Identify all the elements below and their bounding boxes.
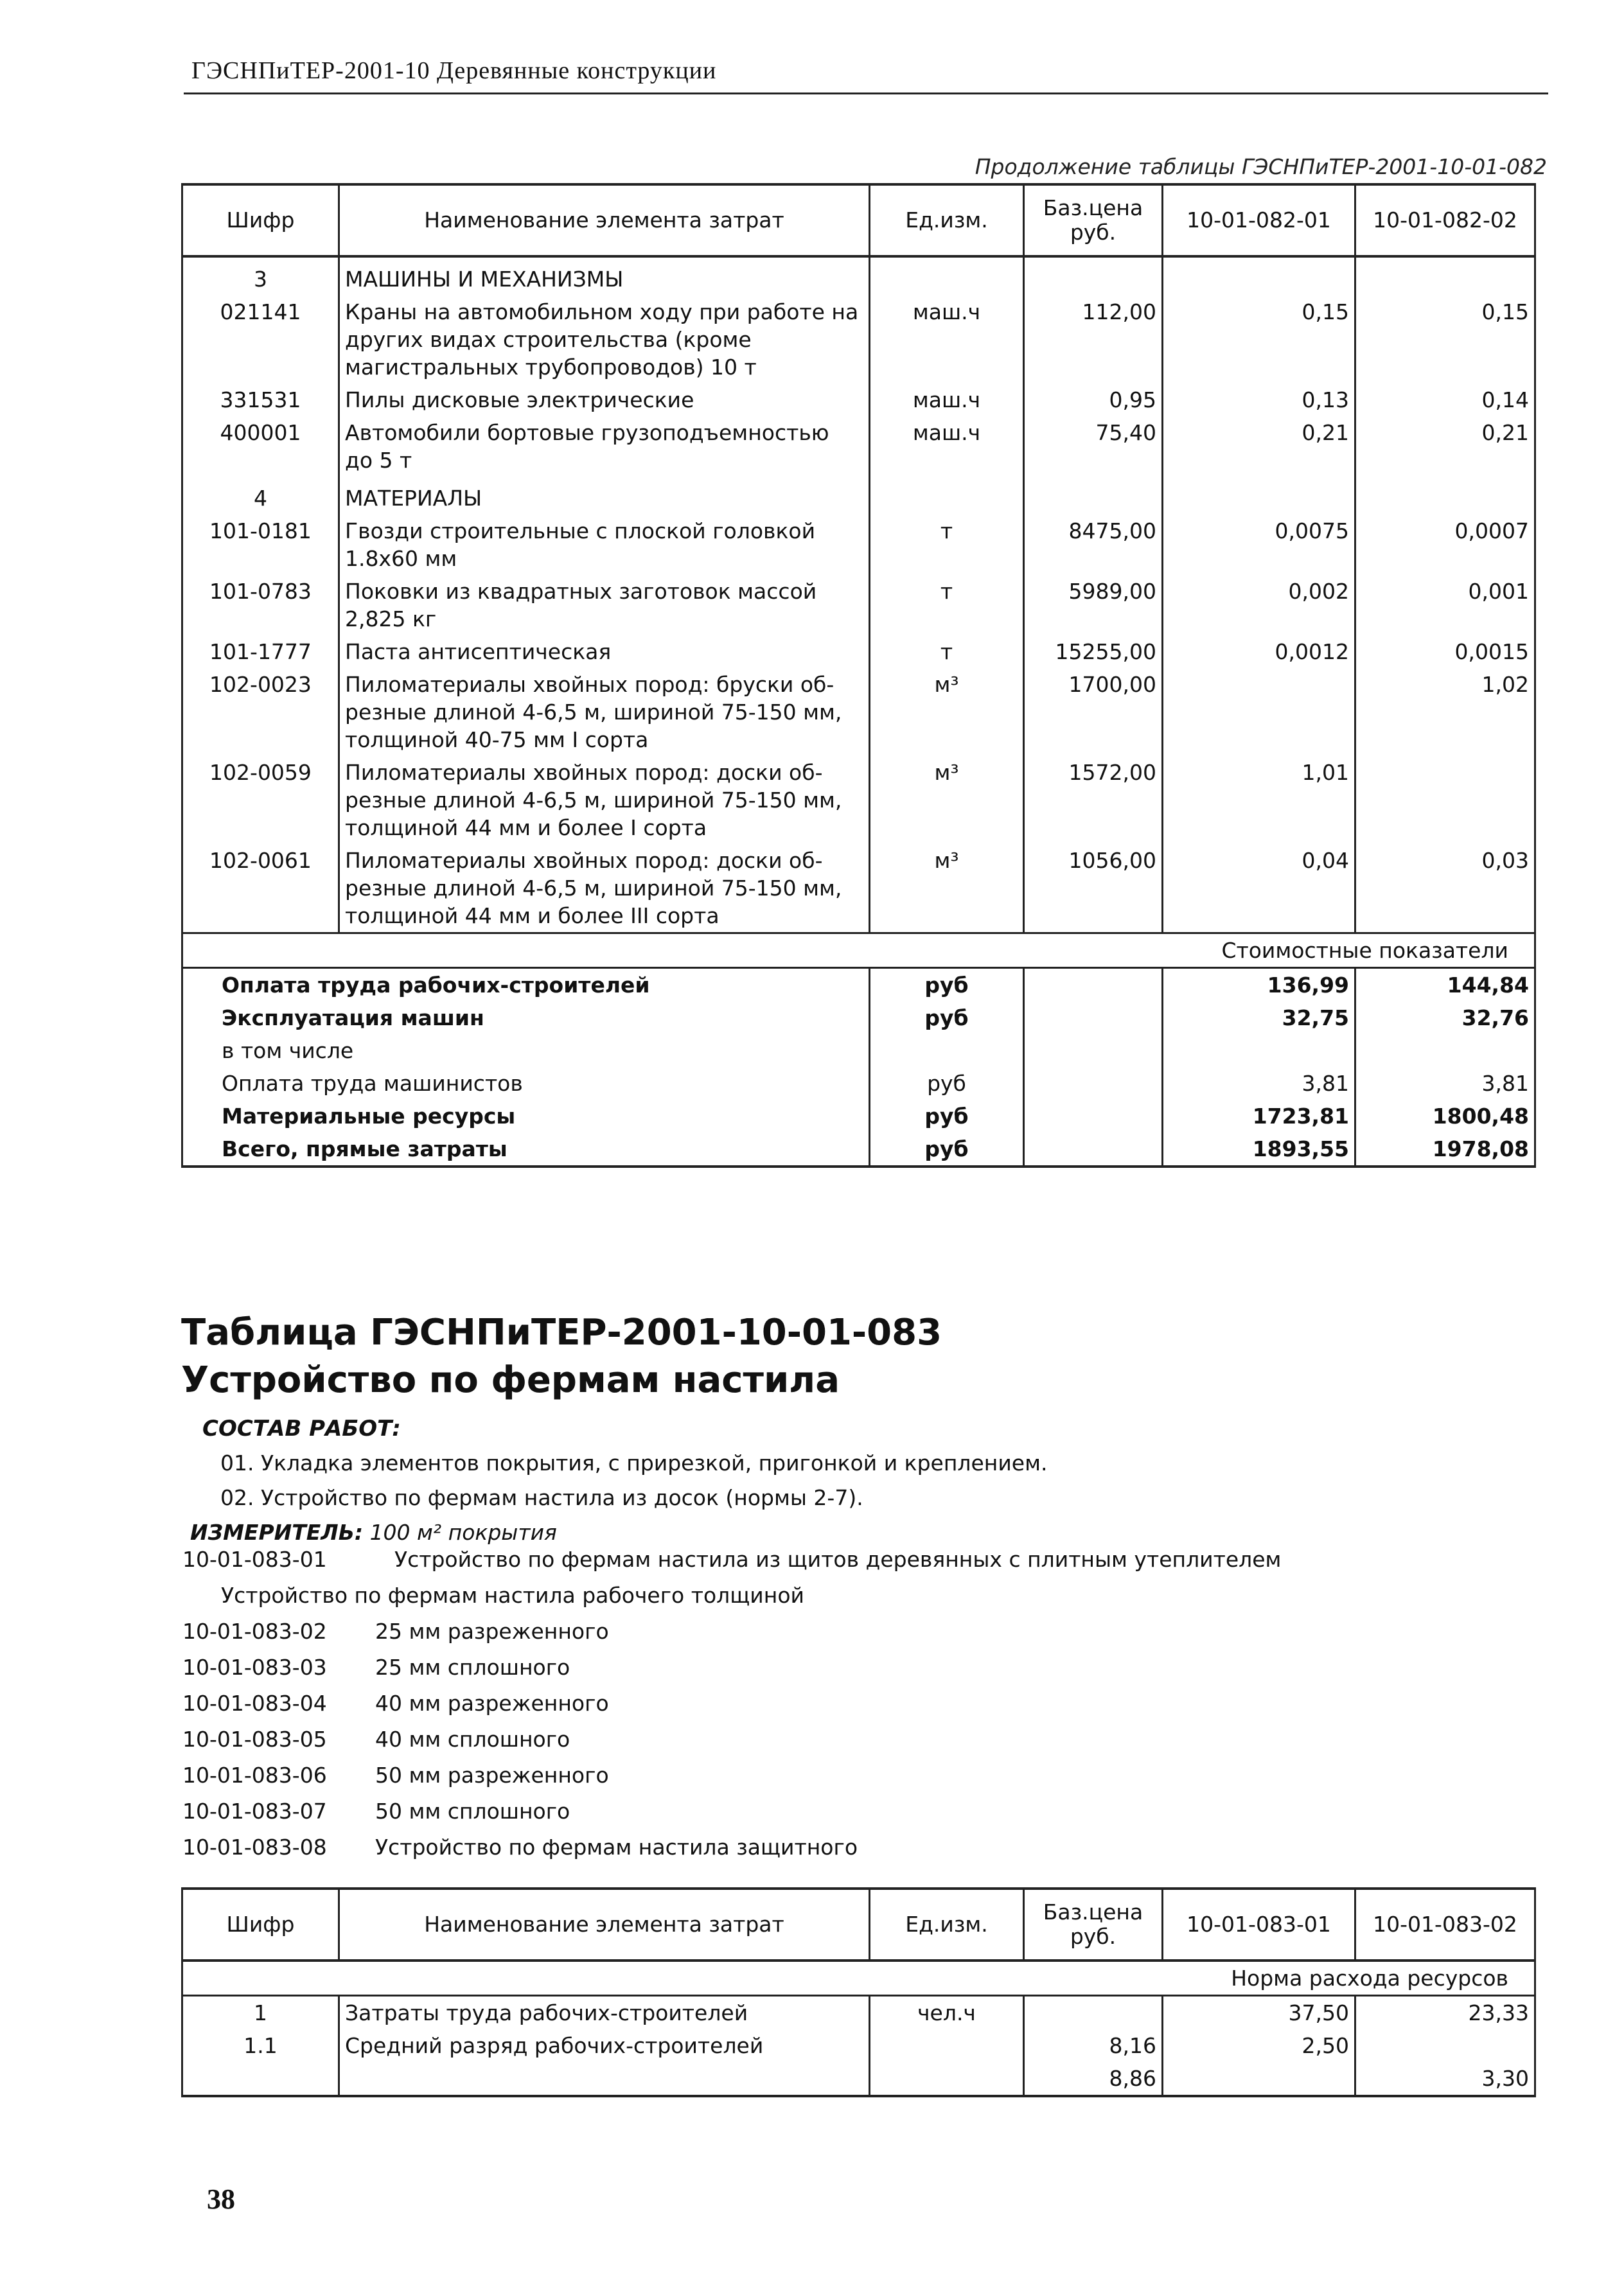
cell-price [1024,477,1163,515]
code-desc: 25 мм сплошного [375,1655,570,1680]
izmeritel-line [190,1520,557,1545]
table-row [182,416,1535,477]
code-desc: 50 мм сплошного [375,1799,570,1824]
cell-name: Автомобили бортовые грузоподъемностью до 5 т [339,416,870,477]
summary-unit: руб [870,968,1024,1002]
cell-norm-1: 0,15 [1163,295,1355,383]
cell-unit: м³ [870,756,1024,844]
cell-norm-1: 1,01 [1163,756,1355,844]
col-header-name: Наименование элемента затрат [339,184,870,256]
summary-row [182,1001,1535,1034]
summary-price [1024,1001,1163,1034]
cell-unit: т [870,515,1024,575]
col-header-norm-1: 10-01-083-01 [1163,1889,1355,1961]
cell-code: 331531 [182,383,339,416]
table-row [182,1996,1535,2030]
summary-value-2: 1800,48 [1355,1100,1535,1133]
code-label: 10-01-083-06 [182,1763,327,1788]
summary-value-2: 32,76 [1355,1001,1535,1034]
code-desc: 25 мм разреженного [375,1619,609,1644]
table-subtitle: Устройство по фермам настила [181,1359,840,1401]
cell-norm-2 [1355,2029,1535,2062]
cell-code: 400001 [182,416,339,477]
code-desc: Устройство по фермам настила из щитов деревянных с плитным утеплителем [394,1547,1282,1572]
summary-value-1: 32,75 [1163,1001,1355,1034]
cell-name: Гвозди строительные с плоской головкой 1.8x60 мм [339,515,870,575]
cell-norm-1: 0,0012 [1163,635,1355,668]
cell-name: Краны на автомобильном ходу при работе на других видах строительства (кроме магистральных трубопроводов) 10 т [339,295,870,383]
table-row [182,383,1535,416]
cell-norm-1: 0,0075 [1163,515,1355,575]
cell-norm-2: 0,15 [1355,295,1535,383]
cell-norm-1 [1163,668,1355,756]
summary-row [182,1067,1535,1100]
resource-table-082 [181,183,1536,1168]
cell-name: Поковки из квадратных заготовок массой 2,825 кг [339,575,870,635]
band-label: Норма расхода ресурсов [182,1961,1535,1996]
summary-price [1024,1100,1163,1133]
summary-unit [870,1034,1024,1067]
cell-norm-1 [1163,256,1355,295]
cell-price: 8,86 [1024,2062,1163,2096]
col-header-code: Шифр [182,1889,339,1961]
izmeritel-label: ИЗМЕРИТЕЛЬ: [190,1520,364,1545]
cell-code: 102-0061 [182,844,339,933]
cell-code [182,2062,339,2096]
cell-name: Средний разряд рабочих-строителей [339,2029,870,2062]
summary-unit: руб [870,1133,1024,1167]
band-row [182,933,1535,968]
cell-code: 3 [182,256,339,295]
band-row [182,1961,1535,1996]
code-desc: 50 мм разреженного [375,1763,609,1788]
summary-unit: руб [870,1067,1024,1100]
table-row [182,295,1535,383]
summary-value-1: 3,81 [1163,1067,1355,1100]
cell-price: 8,16 [1024,2029,1163,2062]
cell-price [1024,256,1163,295]
cell-norm-2: 0,0007 [1355,515,1535,575]
summary-price [1024,1034,1163,1067]
col-header-norm-1: 10-01-082-01 [1163,184,1355,256]
cell-norm-2 [1355,477,1535,515]
cell-code: 021141 [182,295,339,383]
table-row [182,635,1535,668]
cell-norm-1 [1163,2062,1355,2096]
code-label: 10-01-083-03 [182,1655,327,1680]
cell-price: 112,00 [1024,295,1163,383]
work-item: 02. Устройство по фермам настила из досок (нормы 2-7). [220,1485,863,1510]
table-row [182,844,1535,933]
table-header-row [182,184,1535,256]
summary-value-2: 144,84 [1355,968,1535,1002]
col-header-unit: Ед.изм. [870,1889,1024,1961]
col-header-norm-2: 10-01-083-02 [1355,1889,1535,1961]
summary-name: Оплата труда рабочих-строителей [182,968,870,1002]
cell-code: 102-0023 [182,668,339,756]
resource-table-083 [181,1887,1536,2097]
cell-unit: маш.ч [870,295,1024,383]
table-body [182,1996,1535,2097]
code-label: 10-01-083-05 [182,1727,327,1752]
summary-value-1 [1163,1034,1355,1067]
cell-price: 1572,00 [1024,756,1163,844]
cell-norm-2: 0,03 [1355,844,1535,933]
cell-name: Пиломатериалы хвойных пород: доски об-резные длиной 4-6,5 м, шириной 75-150 мм, толщиной 44 мм и более III сорта [339,844,870,933]
cell-price: 75,40 [1024,416,1163,477]
summary-unit: руб [870,1100,1024,1133]
col-header-price: Баз.цена руб. [1024,184,1163,256]
code-desc: 40 мм разреженного [375,1691,609,1716]
summary-price [1024,968,1163,1002]
cell-norm-2: 0,001 [1355,575,1535,635]
cell-code: 102-0059 [182,756,339,844]
summary-name: в том числе [182,1034,870,1067]
col-header-norm-2: 10-01-082-02 [1355,184,1535,256]
cell-name: Пиломатериалы хвойных пород: доски об-резные длиной 4-6,5 м, шириной 75-150 мм, толщиной 44 мм и более I сорта [339,756,870,844]
cell-norm-2 [1355,256,1535,295]
cell-unit [870,256,1024,295]
cell-unit [870,2062,1024,2096]
code-label: 10-01-083-04 [182,1691,327,1716]
cell-norm-2: 0,21 [1355,416,1535,477]
cell-norm-2: 23,33 [1355,1996,1535,2030]
header-rule [184,93,1548,94]
cell-unit: м³ [870,844,1024,933]
summary-name: Материальные ресурсы [182,1100,870,1133]
summary-name: Эксплуатация машин [182,1001,870,1034]
summary-value-1: 1723,81 [1163,1100,1355,1133]
cell-unit: чел.ч [870,1996,1024,2030]
cell-name: МАТЕРИАЛЫ [339,477,870,515]
cell-unit [870,2029,1024,2062]
summary-row [182,968,1535,1002]
table-title: Таблица ГЭСНПиТЕР-2001-10-01-083 [181,1312,942,1353]
continuation-caption: Продолжение таблицы ГЭСНПиТЕР-2001-10-01-082 [975,154,1547,179]
summary-name: Всего, прямые затраты [182,1133,870,1167]
cell-name: Пиломатериалы хвойных пород: бруски об-резные длиной 4-6,5 м, шириной 75-150 мм, толщиной 40-75 мм I сорта [339,668,870,756]
cell-code: 1 [182,1996,339,2030]
cell-name [339,2062,870,2096]
cell-price: 1056,00 [1024,844,1163,933]
cell-norm-1: 2,50 [1163,2029,1355,2062]
col-header-price: Баз.цена руб. [1024,1889,1163,1961]
cell-code: 101-0783 [182,575,339,635]
cell-norm-1: 0,13 [1163,383,1355,416]
summary-value-1: 136,99 [1163,968,1355,1002]
cell-price: 0,95 [1024,383,1163,416]
running-title: ГЭСНПиТЕР-2001-10 Деревянные конструкции [191,57,717,84]
code-label: 10-01-083-08 [182,1835,327,1860]
cell-norm-1: 0,21 [1163,416,1355,477]
code-desc: Устройство по фермам настила защитного [375,1835,858,1860]
cell-unit: м³ [870,668,1024,756]
cell-norm-2: 0,0015 [1355,635,1535,668]
cell-price: 5989,00 [1024,575,1163,635]
sostav-label: СОСТАВ РАБОТ: [202,1416,401,1441]
cell-name: Затраты труда рабочих-строителей [339,1996,870,2030]
summary-body [182,968,1535,1167]
code-desc: 40 мм сплошного [375,1727,570,1752]
cell-unit: маш.ч [870,383,1024,416]
cell-name: Паста антисептическая [339,635,870,668]
code-subheading: Устройство по фермам настила рабочего толщиной [221,1583,804,1608]
code-label: 10-01-083-07 [182,1799,327,1824]
table-row [182,2029,1535,2062]
code-label: 10-01-083-01 [182,1547,327,1572]
cell-name: МАШИНЫ И МЕХАНИЗМЫ [339,256,870,295]
cell-norm-1: 0,002 [1163,575,1355,635]
table-row [182,668,1535,756]
summary-price [1024,1067,1163,1100]
summary-name: Оплата труда машинистов [182,1067,870,1100]
summary-value-2 [1355,1034,1535,1067]
cell-unit: т [870,575,1024,635]
table-row [182,575,1535,635]
summary-price [1024,1133,1163,1167]
code-label: 10-01-083-02 [182,1619,327,1644]
table-row [182,2062,1535,2096]
cell-code: 101-0181 [182,515,339,575]
summary-value-2: 1978,08 [1355,1133,1535,1167]
cell-price: 15255,00 [1024,635,1163,668]
cell-unit: маш.ч [870,416,1024,477]
band-label: Стоимостные показатели [182,933,1535,968]
summary-unit: руб [870,1001,1024,1034]
cell-unit: т [870,635,1024,668]
cell-norm-1 [1163,477,1355,515]
cell-price: 1700,00 [1024,668,1163,756]
page-number: 38 [207,2183,235,2215]
table-row [182,515,1535,575]
table-header-row [182,1889,1535,1961]
summary-row [182,1034,1535,1067]
col-header-unit: Ед.изм. [870,184,1024,256]
cell-price: 8475,00 [1024,515,1163,575]
cell-norm-2: 1,02 [1355,668,1535,756]
cell-norm-2 [1355,756,1535,844]
cell-code: 101-1777 [182,635,339,668]
summary-value-2: 3,81 [1355,1067,1535,1100]
section-row [182,256,1535,295]
work-item: 01. Укладка элементов покрытия, с прирезкой, пригонкой и креплением. [220,1450,1048,1476]
izmeritel-value: 100 м² покрытия [369,1520,557,1545]
col-header-name: Наименование элемента затрат [339,1889,870,1961]
cell-norm-2: 3,30 [1355,2062,1535,2096]
cell-code: 4 [182,477,339,515]
table-body [182,256,1535,933]
cell-unit [870,477,1024,515]
cell-price [1024,1996,1163,2030]
summary-row [182,1133,1535,1167]
cell-code: 1.1 [182,2029,339,2062]
cell-name: Пилы дисковые электрические [339,383,870,416]
table-row [182,756,1535,844]
cell-norm-1: 0,04 [1163,844,1355,933]
summary-row [182,1100,1535,1133]
cell-norm-1: 37,50 [1163,1996,1355,2030]
cell-norm-2: 0,14 [1355,383,1535,416]
summary-value-1: 1893,55 [1163,1133,1355,1167]
section-row [182,477,1535,515]
col-header-code: Шифр [182,184,339,256]
